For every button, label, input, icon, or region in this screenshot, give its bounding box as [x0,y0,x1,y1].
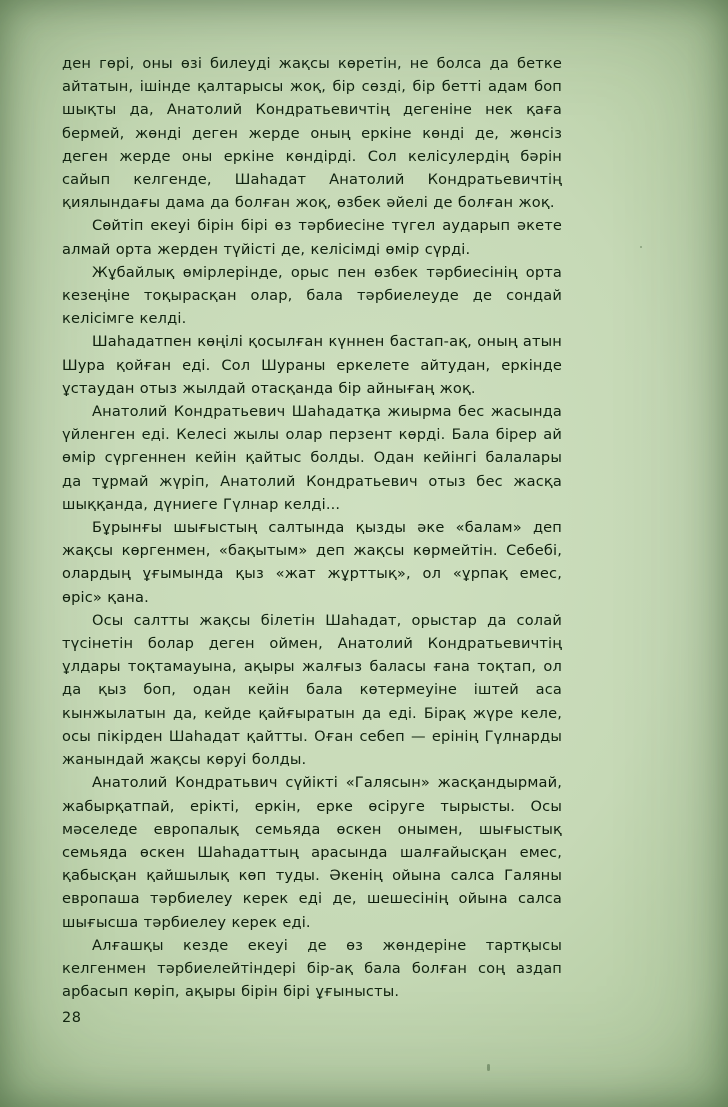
paragraph: Алғашқы кезде екеуі де өз жөндеріне тартқысы келгенмен тәрбиелейтіндері бір-ақ бала болған соң аздап арбасып көріп, ақыры бірін бірі ұғынысты. [62,936,562,1001]
paragraph: Осы салтты жақсы білетін Шаһадат, орыстар да солай түсінетін болар деген оймен, Анатолий Кондратьевичтің ұлдары тоқтамауына, ақыры жалғыз баласы ғана тоқтап, ол да қыз боп, одан кейін бала көтермеуіне іштей аса кынжылатын да, кейде қайғыратын да еді. Бірақ жүре келе, осы пікірден Шаһадат қайтты. Оған себеп — ерінің Гүлнарды жанындай жақсы көруі болды. [62,611,562,769]
paragraph: Жұбайлық өмірлерінде, орыс пен өзбек тәрбиесінің орта кезеңіне тоқырасқан олар, бала тәрбиелеуде де сондай келісімге келді. [62,263,562,328]
paragraph: ден гөрі, оны өзі билеуді жақсы көретін, не болса да бетке айтатын, ішінде қалтарысы жоқ, бір сөзді, бір бетті адам боп шықты да, Анатолий Кондратьевичтің дегеніне нек қаға бермей, жөнді деген жерде оның еркіне көнді де, жөнсіз деген жерде оны еркіне көндірді. Сол келісулердің бәрін сайып келгенде, Шаһадат Анатолий Кондратьевичтің қиялындағы дама да болған жоқ, өзбек әйелі де болған жоқ. [62,55,562,212]
paragraph: Анатолий Кондратьвич сүйікті «Галясын» жасқандырмай, жабырқатпай, ерікті, еркін, ерке өсіруге тырысты. Осы мәселеде европалық семьяда өскен онымен, шығыстық семьяда өскен Шаһадаттың арасында шалғайысқан емес, қабысқан қайшылық көп туды. Әкенің ойына салса Галяны европаша тәрбиелеу керек еді де, шешесінің ойына салса шығысша тәрбиелеу керек еді. [62,774,562,931]
paragraph: Сөйтіп екеуі бірін бірі өз тәрбиесіне түгел аударып әкете алмай орта жерден түйісті де, келісімді өмір сүрді. [62,217,562,258]
scan-speck [487,1064,490,1071]
page-number: 28 [62,1010,82,1026]
scan-speck [640,246,642,248]
paragraph: Бұрынғы шығыстың салтында қызды әке «балам» деп жақсы көргенмен, «бақытым» деп жақсы көрмейтін. Себебі, олардың ұғымында қыз «жат жұрттық», ол «ұрпақ емес, өріс» қана. [62,519,562,606]
page-body-text [62,52,562,1003]
paragraph: Анатолий Кондратьевич Шаһадатқа жиырма бес жасында үйленген еді. Келесі жылы олар перзент көрді. Бала бірер ай өмір сүргеннен кейін қайтыс болды. Одан кейінгі балалары да тұрмай жүріп, Анатолий Кондратьевич отыз бес жасқа шыққанда, дүниеге Гүлнар келді... [62,403,562,513]
paragraph: Шаһадатпен көңілі қосылған күннен бастап-ақ, оның атын Шура қойған еді. Сол Шураны еркелете айтудан, еркінде ұстаудан отыз жылдай отасқанда бір айнығаң жоқ. [62,333,562,397]
